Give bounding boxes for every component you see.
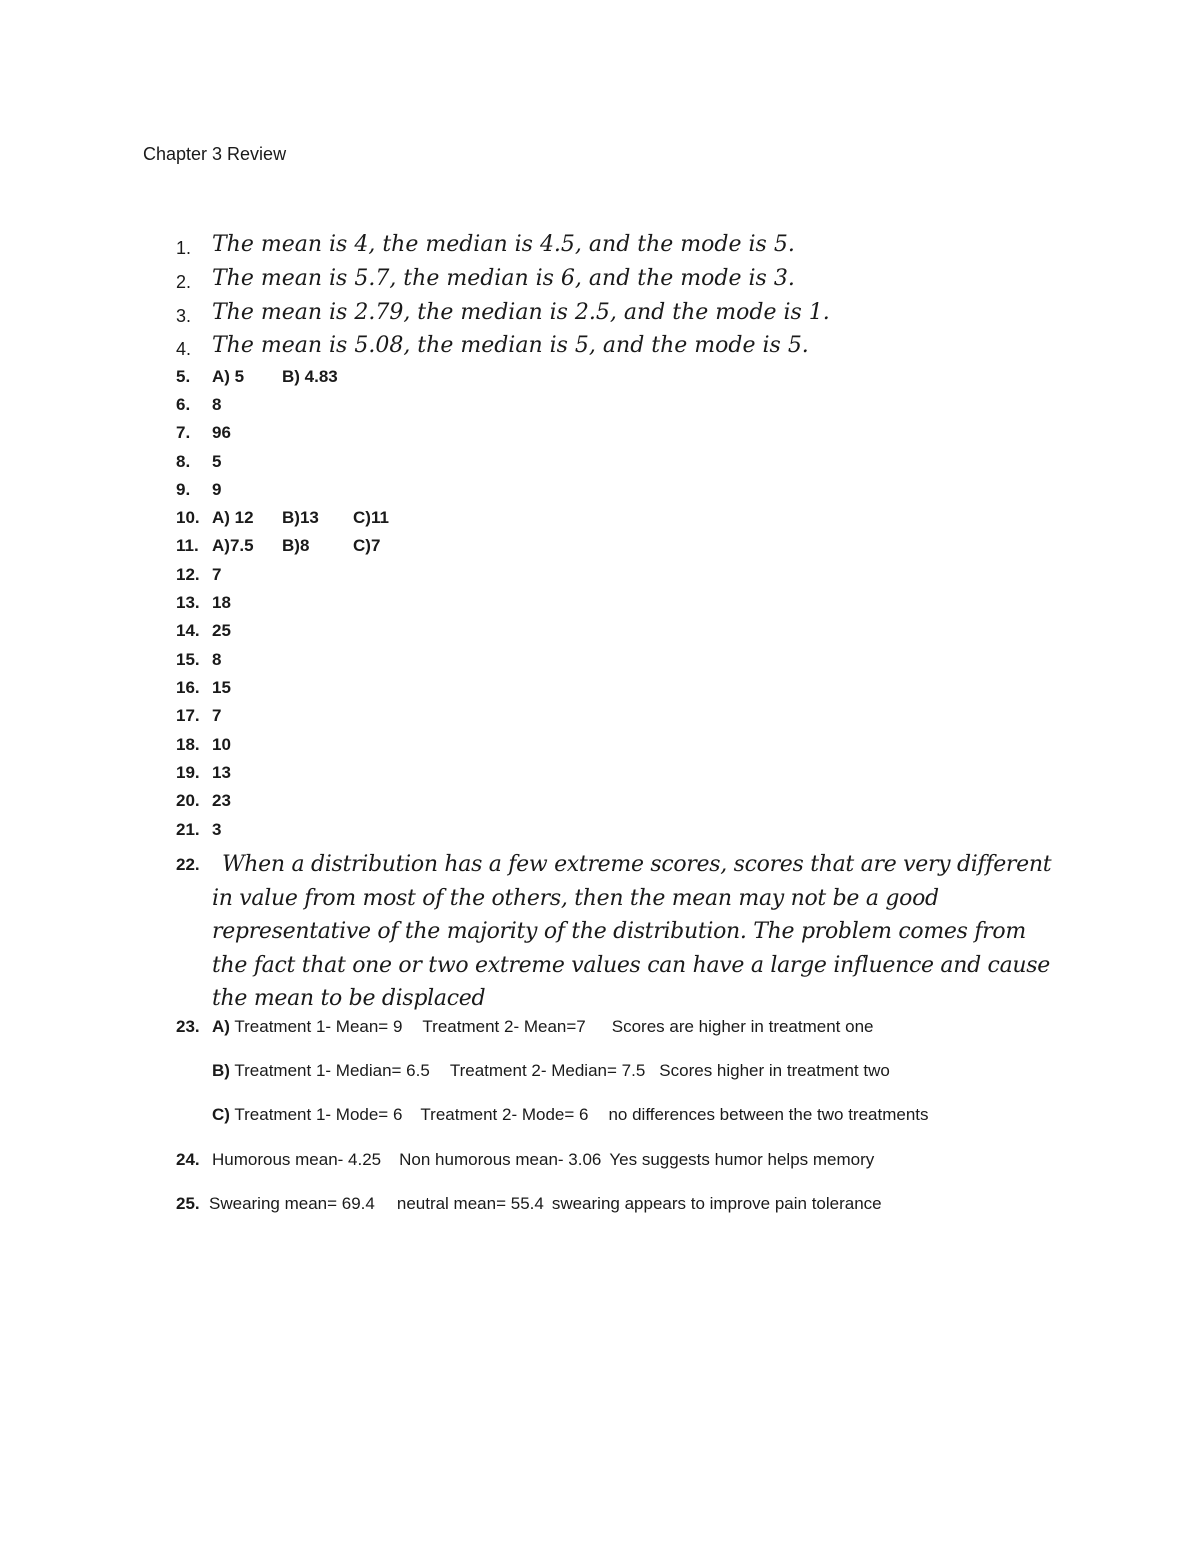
item-number: 17. bbox=[176, 706, 200, 725]
item-number: 23. bbox=[176, 1017, 200, 1036]
page-title: Chapter 3 Review bbox=[143, 144, 287, 164]
answer-a: 9 bbox=[212, 480, 222, 499]
item-answer: The mean is 2.79, the median is 2.5, and the mode is 1. bbox=[212, 300, 830, 325]
answer-a: 23 bbox=[212, 791, 231, 810]
item-number: 18. bbox=[176, 735, 200, 754]
treatment-2: Treatment 2- Mode= 6 bbox=[420, 1105, 589, 1124]
paragraph-line: When a distribution has a few extreme scores, scores that are very different bbox=[222, 852, 1052, 877]
item-number: 12. bbox=[176, 565, 200, 584]
item-number: 1. bbox=[176, 238, 192, 258]
answer-a: 8 bbox=[212, 395, 222, 414]
item-23-row-a bbox=[212, 1017, 874, 1037]
treatment-2: Treatment 2- Median= 7.5 bbox=[449, 1061, 646, 1080]
conclusion: no differences between the two treatments bbox=[608, 1105, 929, 1124]
answer-a: 5 bbox=[212, 452, 222, 471]
row-label: B) bbox=[212, 1061, 230, 1080]
item-22-paragraph bbox=[212, 848, 1062, 1016]
answer-a: 8 bbox=[212, 650, 222, 669]
item-number: 16. bbox=[176, 678, 200, 697]
item-number: 3. bbox=[176, 306, 192, 326]
row-label: A) bbox=[212, 1017, 230, 1036]
item-number: 6. bbox=[176, 395, 191, 414]
item-24-answer bbox=[212, 1150, 874, 1170]
treatment-1: Treatment 1- Mode= 6 bbox=[234, 1105, 403, 1124]
item-answer: The mean is 5.08, the median is 5, and the mode is 5. bbox=[212, 333, 809, 358]
answer-c: C)7 bbox=[353, 536, 381, 555]
conclusion: Yes suggests humor helps memory bbox=[609, 1150, 875, 1169]
swearing-mean: Swearing mean= 69.4 bbox=[209, 1194, 375, 1213]
answer-a: 15 bbox=[212, 678, 231, 697]
neutral-mean: neutral mean= 55.4 bbox=[396, 1194, 544, 1213]
conclusion: swearing appears to improve pain tolerance bbox=[551, 1194, 882, 1213]
non-humorous-mean: Non humorous mean- 3.06 bbox=[399, 1150, 602, 1169]
item-23-row-b bbox=[212, 1061, 890, 1081]
item-number: 4. bbox=[176, 339, 192, 359]
item-25-answer bbox=[209, 1194, 882, 1214]
answer-a: A)7.5 bbox=[212, 536, 254, 555]
paragraph-line: in value from most of the others, then the mean may not be a good bbox=[212, 885, 939, 911]
humorous-mean: Humorous mean- 4.25 bbox=[212, 1150, 382, 1169]
item-number: 7. bbox=[176, 423, 191, 442]
answer-a: 18 bbox=[212, 593, 231, 612]
answer-b: B)8 bbox=[282, 536, 310, 555]
item-number: 19. bbox=[176, 763, 200, 782]
conclusion: Scores are higher in treatment one bbox=[611, 1017, 874, 1036]
treatment-1: Treatment 1- Mean= 9 bbox=[234, 1017, 403, 1036]
item-number: 13. bbox=[176, 593, 200, 612]
answer-a: 13 bbox=[212, 763, 231, 782]
item-answer: The mean is 5.7, the median is 6, and the mode is 3. bbox=[212, 266, 795, 291]
paragraph-line: the fact that one or two extreme values can have a large influence and cause bbox=[212, 952, 1050, 978]
item-number: 14. bbox=[176, 621, 200, 640]
item-number: 10. bbox=[176, 508, 200, 527]
treatment-1: Treatment 1- Median= 6.5 bbox=[234, 1061, 430, 1080]
conclusion: Scores higher in treatment two bbox=[659, 1061, 890, 1080]
item-number: 8. bbox=[176, 452, 191, 471]
answer-a: 3 bbox=[212, 820, 222, 839]
answer-a: 7 bbox=[212, 706, 222, 725]
answer-a: 7 bbox=[212, 565, 222, 584]
item-number: 11. bbox=[176, 536, 199, 555]
answer-a: 10 bbox=[212, 735, 231, 754]
answer-a: 25 bbox=[212, 621, 231, 640]
row-label: C) bbox=[212, 1105, 230, 1124]
item-number: 22. bbox=[176, 855, 200, 874]
answer-b: B) 4.83 bbox=[282, 367, 338, 386]
item-number: 5. bbox=[176, 367, 191, 386]
item-number: 24. bbox=[176, 1150, 200, 1169]
answer-c: C)11 bbox=[353, 508, 389, 527]
item-answer: The mean is 4, the median is 4.5, and the mode is 5. bbox=[212, 232, 795, 257]
item-number: 9. bbox=[176, 480, 191, 499]
item-number: 2. bbox=[176, 272, 192, 292]
answer-b: B)13 bbox=[282, 508, 319, 527]
answer-a: 96 bbox=[212, 423, 231, 442]
item-23-row-c bbox=[212, 1105, 929, 1125]
treatment-2: Treatment 2- Mean=7 bbox=[422, 1017, 586, 1036]
paragraph-line: the mean to be displaced bbox=[212, 986, 486, 1011]
answer-a: A) 12 bbox=[212, 508, 254, 527]
item-number: 25. bbox=[176, 1194, 200, 1213]
item-number: 20. bbox=[176, 791, 200, 810]
item-number: 15. bbox=[176, 650, 200, 669]
answer-a: A) 5 bbox=[212, 367, 245, 386]
paragraph-line: representative of the majority of the distribution. The problem comes from bbox=[212, 919, 1026, 944]
item-number: 21. bbox=[176, 820, 200, 839]
